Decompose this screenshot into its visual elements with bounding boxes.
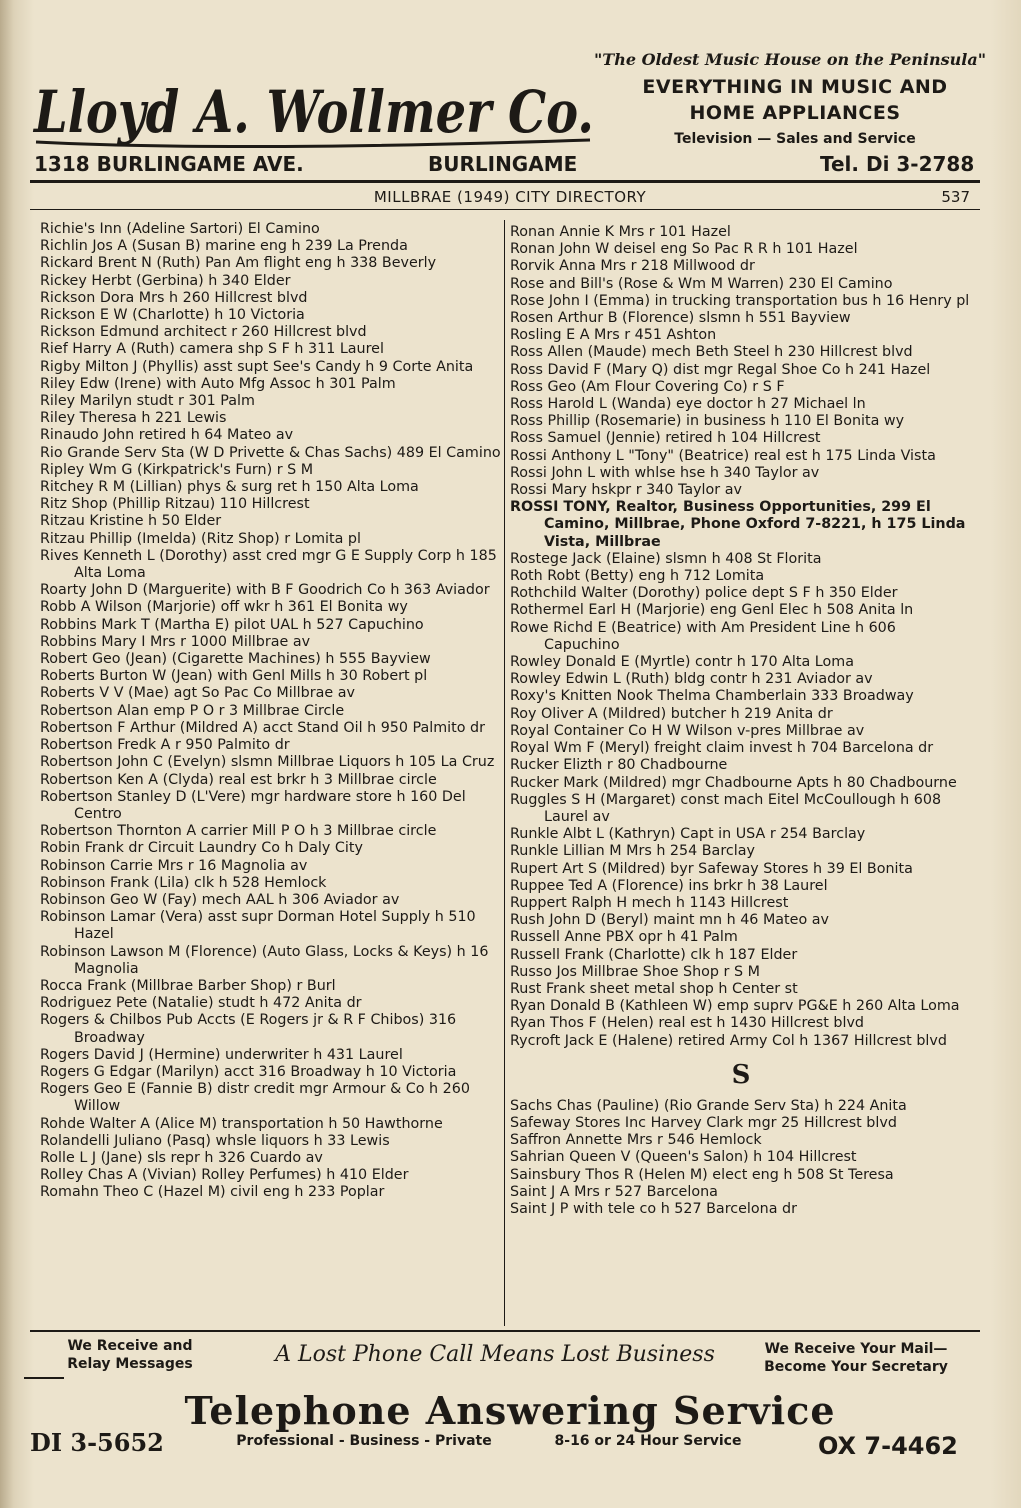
directory-entry: Ross Samuel (Jennie) retired h 104 Hillcrest bbox=[510, 430, 821, 447]
directory-entry: Robb A Wilson (Marjorie) off wkr h 361 El Bonita wy bbox=[40, 599, 408, 616]
directory-entry: Roy Oliver A (Mildred) butcher h 219 Anita dr bbox=[510, 705, 833, 722]
directory-entry: Ritzau Kristine h 50 Elder bbox=[40, 513, 222, 530]
directory-entry: Rickard Brent N (Ruth) Pan Am flight eng h 338 Beverly bbox=[40, 255, 437, 272]
directory-entry: Saint J A Mrs r 527 Barcelona bbox=[510, 1183, 718, 1200]
directory-entry: Rickson Dora Mrs h 260 Hillcrest blvd bbox=[40, 289, 308, 306]
directory-entry: Rust Frank sheet metal shop h Center st bbox=[510, 980, 798, 997]
column-divider bbox=[504, 220, 505, 1326]
directory-entry: Rogers G Edgar (Marilyn) acct 316 Broadway h 10 Victoria bbox=[40, 1063, 457, 1080]
section-letter: S bbox=[731, 1059, 751, 1090]
logo-text: Lloyd A. Wollmer Co. bbox=[32, 78, 594, 146]
directory-entry: Rohde Walter A (Alice M) transportation h 50 Hawthorne bbox=[40, 1115, 443, 1132]
directory-entry: Ritzau Phillip (Imelda) (Ritz Shop) r Lomita pl bbox=[40, 530, 361, 547]
company-logo bbox=[30, 44, 610, 164]
directory-entry: Ross Harold L (Wanda) eye doctor h 27 Michael ln bbox=[510, 396, 866, 413]
directory-entry: Rogers & Chilbos Pub Accts (E Rogers jr & R F Chibos) 316 Broadway bbox=[40, 1012, 457, 1046]
directory-entry: Richie's Inn (Adeline Sartori) El Camino bbox=[40, 221, 320, 237]
directory-entry: Rothermel Earl H (Marjorie) eng Genl Elec h 508 Anita ln bbox=[510, 602, 914, 619]
directory-entry: Rossi John L with whlse hse h 340 Taylor av bbox=[510, 464, 820, 481]
directory-entry: Roberts Burton W (Jean) with Genl Mills h 30 Robert pl bbox=[40, 668, 428, 685]
title-rule bbox=[30, 209, 980, 210]
ad-service-line: Television — Sales and Service bbox=[674, 131, 916, 147]
directory-entry: Robinson Lawson M (Florence) (Auto Glass, Locks & Keys) h 16 Magnolia bbox=[40, 943, 489, 977]
directory-entry: Robinson Carrie Mrs r 16 Magnolia av bbox=[40, 857, 308, 874]
directory-entry: Royal Container Co H W Wilson v-pres Millbrae av bbox=[510, 722, 865, 739]
directory-entry: Riley Theresa h 221 Lewis bbox=[40, 410, 227, 427]
directory-entry: Rorvik Anna Mrs r 218 Millwood dr bbox=[510, 258, 755, 275]
directory-entry: Ruggles S H (Margaret) const mach Eitel McCoullough h 608 Laurel av bbox=[510, 791, 942, 825]
footer-phone-right: OX 7-4462 bbox=[818, 1432, 958, 1460]
right-column bbox=[510, 224, 972, 1218]
directory-entry: Romahn Theo C (Hazel M) civil eng h 233 Poplar bbox=[40, 1184, 385, 1201]
directory-entry: Rossi Mary hskpr r 340 Taylor av bbox=[510, 482, 742, 499]
directory-entry: Robbins Mark T (Martha E) pilot UAL h 527 Capuchino bbox=[40, 616, 424, 633]
directory-entry: Roarty John D (Marguerite) with B F Goodrich Co h 363 Aviador bbox=[40, 582, 490, 599]
directory-entry: Ross David F (Mary Q) dist mgr Regal Shoe Co h 241 Hazel bbox=[510, 361, 931, 378]
directory-entry: Ruppert Ralph H mech h 1143 Hillcrest bbox=[510, 894, 789, 911]
directory-entry: Rives Kenneth L (Dorothy) asst cred mgr G E Supply Corp h 185 Alta Loma bbox=[40, 547, 497, 582]
directory-entry: Rigby Milton J (Phyllis) asst supt See's Candy h 9 Corte Anita bbox=[40, 358, 474, 375]
directory-entry: Ruppee Ted A (Florence) ins brkr h 38 Laurel bbox=[510, 877, 828, 894]
footer-service-types: Professional - Business - Private bbox=[236, 1433, 492, 1449]
directory-entry: Rickson E W (Charlotte) h 10 Victoria bbox=[40, 307, 305, 324]
directory-entry: Robertson Thornton A carrier Mill P O h 3 Millbrae circle bbox=[40, 823, 437, 840]
directory-entry: Robinson Geo W (Fay) mech AAL h 306 Aviador av bbox=[40, 891, 400, 908]
directory-entry: Rolandelli Juliano (Pasq) whsle liquors h 33 Lewis bbox=[40, 1132, 390, 1149]
directory-entry: Sachs Chas (Pauline) (Rio Grande Serv Sta) h 224 Anita bbox=[510, 1097, 907, 1114]
directory-entry: Saffron Annette Mrs r 546 Hemlock bbox=[510, 1132, 762, 1149]
directory-entry: Rush John D (Beryl) maint mn h 46 Mateo av bbox=[510, 912, 829, 929]
directory-entry: Robert Geo (Jean) (Cigarette Machines) h 555 Bayview bbox=[40, 651, 431, 668]
directory-entry: Rothchild Walter (Dorothy) police dept S F h 350 Elder bbox=[510, 585, 898, 602]
ad-headline: EVERYTHING IN MUSIC AND bbox=[642, 76, 948, 98]
directory-entry: Sainsbury Thos R (Helen M) elect eng h 508 St Teresa bbox=[510, 1166, 894, 1183]
directory-entry: Ryan Thos F (Helen) real est h 1430 Hillcrest blvd bbox=[510, 1015, 864, 1032]
footer-mail-text: We Receive Your Mail— Become Your Secretary bbox=[764, 1341, 948, 1375]
footer-receive-text: We Receive and Relay Messages bbox=[67, 1338, 193, 1372]
left-column bbox=[40, 221, 502, 1202]
directory-entry: Roberts V V (Mae) agt So Pac Co Millbrae av bbox=[40, 685, 355, 702]
directory-entry: Roxy's Knitten Nook Thelma Chamberlain 333 Broadway bbox=[510, 688, 914, 705]
footer-hours: 8-16 or 24 Hour Service bbox=[554, 1433, 742, 1449]
directory-entry: Rief Harry A (Ruth) camera shp S F h 311 Laurel bbox=[40, 341, 384, 358]
directory-entry: Rose and Bill's (Rose & Wm M Warren) 230 El Camino bbox=[510, 275, 893, 292]
directory-entry: Robertson Fredk A r 950 Palmito dr bbox=[40, 737, 290, 754]
directory-entry: Rucker Elizth r 80 Chadbourne bbox=[510, 757, 728, 774]
directory-entry: Rupert Art S (Mildred) byr Safeway Stores h 39 El Bonita bbox=[510, 860, 913, 877]
directory-entry: Ripley Wm G (Kirkpatrick's Furn) r S M bbox=[40, 461, 314, 478]
directory-entry: Riley Edw (Irene) with Auto Mfg Assoc h 301 Palm bbox=[40, 375, 396, 392]
directory-entry: Rowe Richd E (Beatrice) with Am President Line h 606 Capuchino bbox=[510, 619, 896, 653]
directory-entry: Russo Jos Millbrae Shoe Shop r S M bbox=[510, 963, 760, 980]
directory-entry: Robertson Ken A (Clyda) real est brkr h 3 Millbrae circle bbox=[40, 771, 437, 788]
directory-entry: Riley Marilyn studt r 301 Palm bbox=[40, 393, 255, 410]
directory-entry: Rossi Anthony L "Tony" (Beatrice) real est h 175 Linda Vista bbox=[510, 447, 936, 464]
directory-entry: Rickey Herbt (Gerbina) h 340 Elder bbox=[40, 272, 291, 289]
directory-entry: Ross Allen (Maude) mech Beth Steel h 230 Hillcrest blvd bbox=[510, 344, 913, 361]
ad-address: 1318 BURLINGAME AVE. bbox=[34, 152, 304, 176]
directory-entry: Russell Anne PBX opr h 41 Palm bbox=[510, 929, 738, 946]
directory-entry: Rowley Edwin L (Ruth) bldg contr h 231 Aviador av bbox=[510, 671, 873, 688]
directory-entry: Runkle Lillian M Mrs h 254 Barclay bbox=[510, 843, 755, 860]
directory-entry: Richlin Jos A (Susan B) marine eng h 239 La Prenda bbox=[40, 238, 408, 255]
directory-entry: Robertson Alan emp P O r 3 Millbrae Circle bbox=[40, 702, 345, 719]
directory-entry: Rolley Chas A (Vivian) Rolley Perfumes) h 410 Elder bbox=[40, 1167, 409, 1184]
directory-entry: Rocca Frank (Millbrae Barber Shop) r Burl bbox=[40, 977, 336, 994]
directory-entry: Robertson John C (Evelyn) slsmn Millbrae Liquors h 105 La Cruz bbox=[40, 754, 495, 771]
directory-entry: Rycroft Jack E (Halene) retired Army Col h 1367 Hillcrest blvd bbox=[510, 1032, 947, 1049]
ad-telephone: Tel. Di 3-2788 bbox=[820, 152, 975, 176]
ad-city: BURLINGAME bbox=[428, 152, 578, 176]
directory-entry: Robinson Frank (Lila) clk h 528 Hemlock bbox=[40, 874, 327, 891]
directory-entry: Rio Grande Serv Sta (W D Privette & Chas Sachs) 489 El Camino bbox=[40, 444, 501, 461]
footer-dash bbox=[24, 1377, 64, 1379]
header-rule bbox=[30, 180, 980, 183]
directory-entry: Rostege Jack (Elaine) slsmn h 408 St Florita bbox=[510, 550, 822, 567]
directory-entry: Robertson Stanley D (L'Vere) mgr hardware store h 160 Del Centro bbox=[40, 788, 466, 822]
footer-title: Telephone Answering Service bbox=[184, 1388, 836, 1433]
page-title: MILLBRAE (1949) CITY DIRECTORY bbox=[373, 188, 647, 206]
directory-entry: Runkle Albt L (Kathryn) Capt in USA r 254 Barclay bbox=[510, 826, 866, 843]
ad-slogan: "The Oldest Music House on the Peninsula" bbox=[593, 50, 987, 69]
directory-entry: Ryan Donald B (Kathleen W) emp suprv PG&E h 260 Alta Loma bbox=[510, 998, 960, 1015]
directory-entry: Robertson F Arthur (Mildred A) acct Stand Oil h 950 Palmito dr bbox=[40, 719, 485, 736]
directory-entry: Rowley Donald E (Myrtle) contr h 170 Alta Loma bbox=[510, 654, 854, 671]
directory-entry: Sahrian Queen V (Queen's Salon) h 104 Hillcrest bbox=[510, 1149, 857, 1166]
directory-entry: Rickson Edmund architect r 260 Hillcrest blvd bbox=[40, 324, 367, 341]
directory-entry: Ronan Annie K Mrs r 101 Hazel bbox=[510, 224, 731, 240]
directory-entry: Saint J P with tele co h 527 Barcelona dr bbox=[510, 1200, 797, 1217]
directory-entry: Safeway Stores Inc Harvey Clark mgr 25 Hillcrest blvd bbox=[510, 1114, 897, 1131]
directory-entry: Rogers David J (Hermine) underwriter h 431 Laurel bbox=[40, 1046, 403, 1063]
directory-entry: Robin Frank dr Circuit Laundry Co h Daly City bbox=[40, 840, 363, 857]
directory-entry: Rosen Arthur B (Florence) slsmn h 551 Bayview bbox=[510, 310, 851, 327]
directory-entry: Ross Geo (Am Flour Covering Co) r S F bbox=[510, 378, 785, 395]
page-number: 537 bbox=[941, 188, 970, 206]
directory-entry: Ronan John W deisel eng So Pac R R h 101 Hazel bbox=[510, 241, 858, 258]
ad-subheadline: HOME APPLIANCES bbox=[689, 102, 901, 124]
directory-entry: Ritz Shop (Phillip Ritzau) 110 Hillcrest bbox=[40, 496, 310, 513]
directory-entry: Robbins Mary I Mrs r 1000 Millbrae av bbox=[40, 633, 311, 650]
directory-entry: Rosling E A Mrs r 451 Ashton bbox=[510, 327, 717, 344]
directory-entry: Rinaudo John retired h 64 Mateo av bbox=[40, 427, 294, 444]
footer-slogan: A Lost Phone Call Means Lost Business bbox=[275, 1342, 715, 1367]
footer-rule bbox=[30, 1330, 980, 1332]
footer-phone-left: DI 3-5652 bbox=[30, 1428, 164, 1457]
directory-entry: Rose John I (Emma) in trucking transportation bus h 16 Henry pl bbox=[510, 292, 970, 309]
directory-entry: Rucker Mark (Mildred) mgr Chadbourne Apts h 80 Chadbourne bbox=[510, 774, 957, 791]
directory-entry: Rogers Geo E (Fannie B) distr credit mgr Armour & Co h 260 Willow bbox=[40, 1081, 470, 1115]
directory-entry: ROSSI TONY, Realtor, Business Opportunities, 299 El Camino, Millbrae, Phone Oxford 7-8221, h 175 Linda Vista, Millbrae bbox=[510, 499, 966, 550]
directory-entry: Ross Phillip (Rosemarie) in business h 110 El Bonita wy bbox=[510, 413, 905, 430]
directory-entry: Royal Wm F (Meryl) freight claim invest h 704 Barcelona dr bbox=[510, 740, 934, 757]
directory-entry: Roth Robt (Betty) eng h 712 Lomita bbox=[510, 568, 765, 585]
directory-entry: Ritchey R M (Lillian) phys & surg ret h 150 Alta Loma bbox=[40, 479, 419, 496]
directory-entry: Robinson Lamar (Vera) asst supr Dorman Hotel Supply h 510 Hazel bbox=[40, 909, 476, 943]
directory-entry: Russell Frank (Charlotte) clk h 187 Elder bbox=[510, 946, 798, 963]
directory-entry: Rodriguez Pete (Natalie) studt h 472 Anita dr bbox=[40, 995, 362, 1012]
directory-entry: Rolle L J (Jane) sls repr h 326 Cuardo av bbox=[40, 1149, 323, 1166]
